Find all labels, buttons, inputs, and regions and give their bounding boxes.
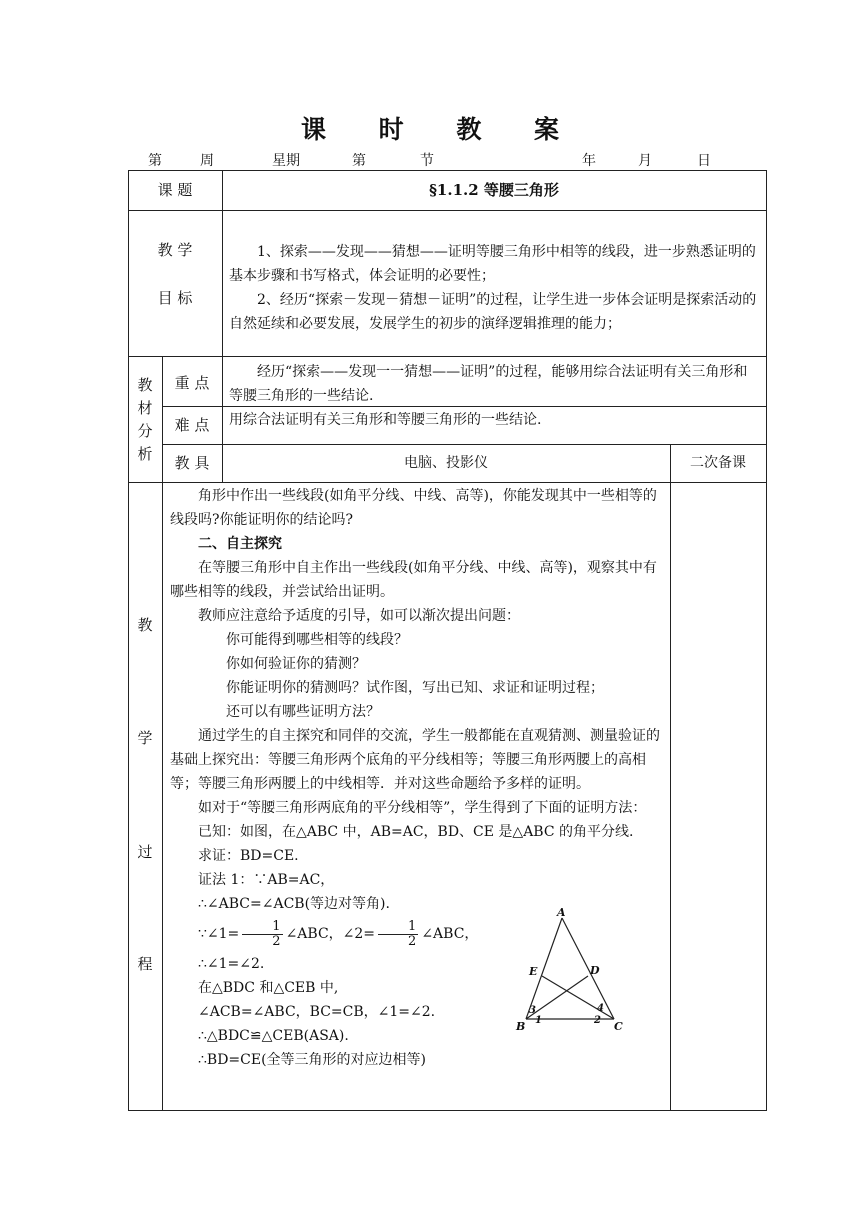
proof-step-3: ∵∠1= $\frac{1}{2}$ ∠ABC，∠2= $\frac{1}{2}$ ∠ABC， (198, 918, 479, 949)
goals-label-1: 教 学 (157, 241, 193, 259)
process-para-2: 在等腰三角形中自主作出一些线段(如角平分线、中线、高等)，观察其中有哪些相等的线段，并尝试给出证明。 (170, 560, 657, 600)
fraction-half: $\frac{1}{2}$ (242, 920, 282, 949)
header-week-zhou: 周 (200, 153, 214, 169)
header-month: 月 (638, 153, 652, 169)
label-d: D (590, 964, 600, 977)
header-period-di: 第 (352, 153, 366, 169)
header-day: 日 (697, 153, 711, 169)
question-4: 还可以有哪些证明方法？ (226, 704, 380, 720)
header-year: 年 (582, 153, 596, 169)
topic-value: §1.1.2 等腰三角形 (429, 181, 559, 199)
label-e: E (529, 965, 538, 978)
label-b: B (516, 1020, 526, 1033)
proof-step-7: ∴△BDC≌△CEB(ASA). (198, 1028, 349, 1044)
proof-step-6: ∠ACB=∠ABC，BC=CB，∠1=∠2. (198, 1004, 436, 1020)
tools-label: 教 具 (174, 454, 210, 472)
proof-step-5: 在△BDC 和△CEB 中, (198, 980, 339, 996)
goal-item-2: 2、经历“探索－发现－猜想－证明”的过程，让学生进一步体会证明是探索活动的自然延续和必要发展，发展学生的初步的演绎逻辑推理的能力； (229, 292, 757, 332)
label-c: C (614, 1020, 623, 1033)
label-a: A (557, 906, 566, 919)
analysis-group-label: 教 材 分 析 (137, 376, 153, 463)
question-3: 你能证明你的猜测吗？试作图，写出已知、求证和证明过程； (226, 680, 604, 696)
process-para-3: 教师应注意给予适度的引导，如可以渐次提出问题： (198, 608, 520, 624)
process-para-4: 通过学生的自主探究和同伴的交流，学生一般都能在直观猜测、测量验证的基础上探究出：等腰三角形两个底角的平分线相等；等腰三角形两腰上的高相等；等腰三角形两腰上的中线相等．并对这些命题给予多样的证明。 (170, 728, 660, 792)
difficulty-label: 难 点 (174, 416, 210, 434)
angle-2-label: 2 (594, 1015, 601, 1026)
key-points-text: 经历“探索——发现一一猜想——证明”的过程，能够用综合法证明有关三角形和等腰三角形的一些结论. (229, 364, 748, 404)
fraction-half: $\frac{1}{2}$ (378, 920, 418, 949)
angle-1-label: 1 (535, 1015, 542, 1026)
section-heading: 二、自主探究 (198, 536, 282, 552)
prove-statement: 求证：BD=CE. (198, 848, 299, 864)
key-points-label: 重 点 (174, 374, 210, 392)
proof-step-4: ∴∠1=∠2. (198, 956, 265, 972)
difficulty-text: 用综合法证明有关三角形和等腰三角形的一些结论. (229, 412, 542, 428)
process-para-1: 角形中作出一些线段(如角平分线、中线、高等)，你能发现其中一些相等的线段吗?你能证明你的结论吗? (170, 488, 657, 528)
process-label-2: 学 (137, 729, 153, 747)
angle-4-label: 4 (597, 1003, 604, 1014)
process-para-5: 如对于“等腰三角形两底角的平分线相等”，学生得到了下面的证明方法： (198, 800, 647, 816)
triangle-figure (508, 905, 638, 1035)
goals-label-2: 目 标 (157, 289, 193, 307)
question-1: 你可能得到哪些相等的线段？ (226, 632, 408, 648)
header-weekday: 星期 (272, 153, 300, 169)
second-prep-label: 二次备课 (690, 455, 746, 471)
process-label-3: 过 (137, 843, 153, 861)
question-2: 你如何验证你的猜测？ (226, 656, 366, 672)
header-period-jie: 节 (420, 153, 434, 169)
goal-item-1: 1、探索——发现——猜想——证明等腰三角形中相等的线段，进一步熟悉证明的基本步骤和书写格式，体会证明的必要性； (229, 244, 756, 284)
process-label-4: 程 (137, 955, 153, 973)
proof-step-8: ∴BD=CE(全等三角形的对应边相等) (198, 1052, 427, 1068)
page-title: 课 时 教 案 (300, 115, 582, 144)
proof-step-1: 证法 1：∵AB=AC， (198, 872, 335, 888)
topic-label: 课 题 (157, 181, 193, 199)
tools-text: 电脑、投影仪 (404, 455, 488, 471)
given-statement: 已知：如图，在△ABC 中，AB=AC，BD、CE 是△ABC 的角平分线. (198, 824, 634, 840)
goals-text (229, 240, 759, 336)
process-label-1: 教 (137, 616, 153, 634)
angle-3-label: 3 (529, 1005, 536, 1016)
header-week-di: 第 (148, 153, 162, 169)
proof-step-2: ∴∠ABC=∠ACB(等边对等角). (198, 896, 390, 912)
